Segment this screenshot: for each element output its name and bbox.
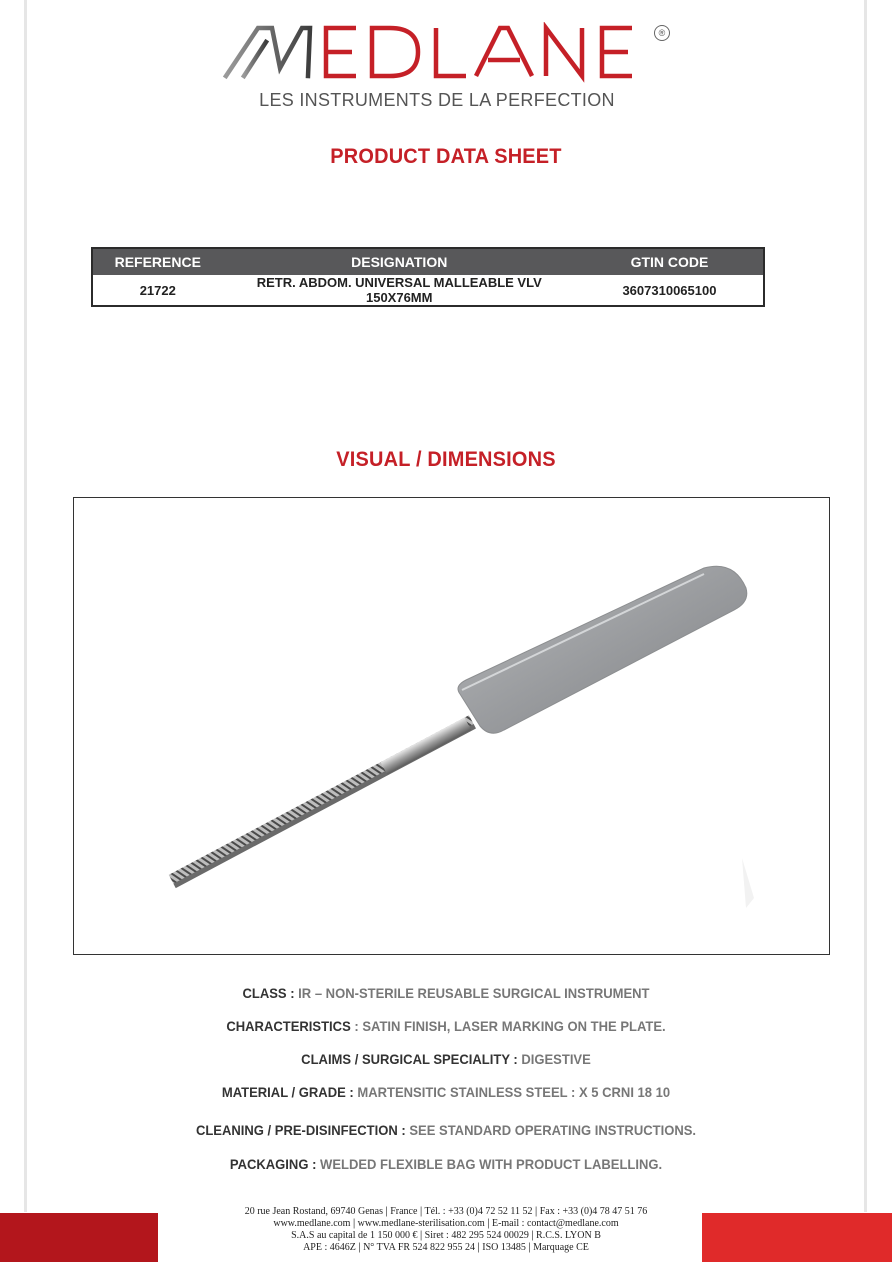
medlane-wordmark — [222, 22, 652, 84]
spec-claims: CLAIMS / SURGICAL SPECIALITY : DIGESTIVE — [301, 1051, 591, 1067]
brand-tagline: LES INSTRUMENTS DE LA PERFECTION — [259, 90, 615, 110]
spec-material: MATERIAL / GRADE : MARTENSITIC STAINLESS STEEL : X 5 CRNI 18 10 — [221, 1084, 671, 1100]
header-reference: REFERENCE — [92, 248, 223, 275]
footer-line-2: www.medlane.com | www.medlane-sterilisation.com | E-mail : contact@medlane.com — [273, 1218, 619, 1229]
product-reference-table — [91, 247, 765, 307]
spec-packaging: PACKAGING : WELDED FLEXIBLE BAG WITH PRODUCT LABELLING. — [229, 1156, 663, 1172]
spec-characteristics: CHARACTERISTICS : SATIN FINISH, LASER MARKING ON THE PLATE. — [226, 1018, 666, 1034]
table-row — [92, 275, 764, 306]
sterilisation-website-link[interactable]: www.medlane-sterilisation.com — [357, 1218, 485, 1229]
medlane-logo — [222, 22, 672, 117]
retractor-blade — [458, 566, 747, 733]
cell-reference: 21722 — [139, 282, 176, 298]
shaft-neck — [381, 718, 471, 775]
registered-mark: ® — [654, 25, 670, 41]
footer-line-1: 20 rue Jean Rostand, 69740 Genas | France | Tél. : +33 (0)4 72 52 11 52 | Fax : +33 (0)4 78 47 51 76 — [244, 1206, 648, 1217]
retractor-image — [74, 498, 829, 954]
footer-line-4: APE : 4646Z | N° TVA FR 524 822 955 24 | ISO 13485 | Marquage CE — [303, 1242, 589, 1253]
spec-cleaning: CLEANING / PRE-DISINFECTION : SEE STANDARD OPERATING INSTRUCTIONS. — [195, 1122, 697, 1138]
table-header-row — [92, 248, 764, 275]
product-image-frame — [73, 497, 830, 955]
page-border-right — [864, 0, 867, 1212]
email-link[interactable]: E-mail : contact@medlane.com — [491, 1218, 619, 1229]
header-gtin-code: GTIN CODE — [576, 248, 764, 275]
footer-address — [0, 1206, 892, 1254]
spec-class: CLASS : IR – NON-STERILE REUSABLE SURGICAL INSTRUMENT — [242, 985, 650, 1001]
header-designation: DESIGNATION — [223, 248, 576, 275]
cell-designation: RETR. ABDOM. UNIVERSAL MALLEABLE VLV 150X76MM — [256, 275, 542, 305]
website-link[interactable]: www.medlane.com — [273, 1218, 351, 1229]
cell-gtin-code: 3607310065100 — [622, 282, 717, 298]
product-data-sheet-title: PRODUCT DATA SHEET — [330, 145, 562, 168]
page-border-left — [24, 0, 27, 1212]
footer-line-3: S.A.S au capital de 1 150 000 € | Siret : 482 295 524 00029 | R.C.S. LYON B — [291, 1230, 601, 1241]
visual-dimensions-title: VISUAL / DIMENSIONS — [336, 448, 556, 471]
